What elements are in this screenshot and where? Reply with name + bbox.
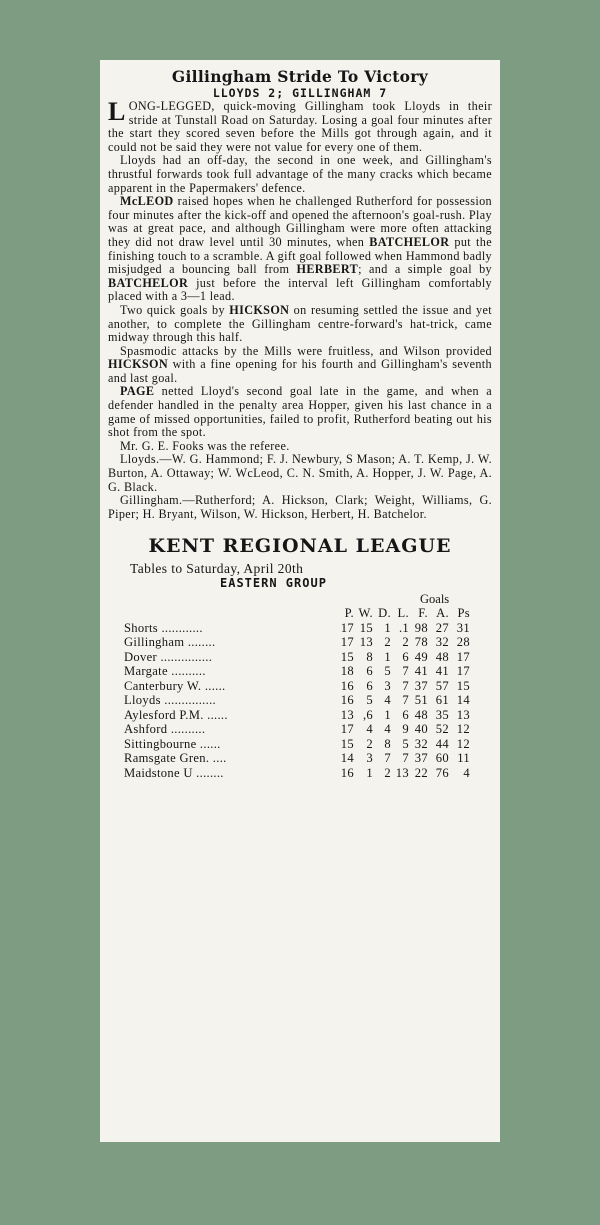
points-cell: 28 bbox=[456, 635, 470, 650]
team-cell bbox=[124, 650, 330, 665]
scorer-name: BATCHELOR bbox=[108, 275, 189, 290]
points-cell: 11 bbox=[457, 751, 470, 766]
drawn-cell: 7 bbox=[384, 751, 391, 766]
for-cell: 98 bbox=[414, 620, 428, 635]
article-paragraph-2: Lloyds had an off-day, the second in one week, and Gillingham's thrustful forwards took full advantage of the many cracks which became apparent in the Papermakers' defence. bbox=[108, 153, 492, 195]
lost-cell: 2 bbox=[402, 635, 409, 650]
against-cell: 76 bbox=[435, 765, 449, 780]
col-header-played: P. bbox=[344, 606, 354, 621]
paragraph-text: Spasmodic attacks by the Mills were fruitless, and Wilson provided bbox=[120, 343, 492, 358]
won-cell: 13 bbox=[359, 635, 373, 650]
paragraph-text: raised hopes when he challenged Rutherford for possession four minutes after the kick-off and opened the afternoon's goal-rush. Play was at great pace, and although Gillingham were more often attacking they did not draw level until 30 minutes, when bbox=[108, 194, 492, 249]
won-cell: 15 bbox=[359, 620, 373, 635]
tables-date: Tables to Saturday, April 20th bbox=[130, 561, 304, 577]
leader-dots: ........ bbox=[187, 635, 216, 650]
col-header-points: Ps bbox=[457, 606, 470, 621]
table-header-row bbox=[124, 606, 470, 621]
paragraph-text: with a fine opening for his fourth and Gillingham's seventh and last goal. bbox=[108, 357, 492, 385]
lost-cell: 13 bbox=[395, 765, 409, 780]
played-cell: 16 bbox=[340, 678, 354, 693]
against-cell: 41 bbox=[435, 664, 449, 679]
scorer-name: HERBERT bbox=[296, 262, 359, 277]
scorer-name: McLEOD bbox=[120, 194, 174, 209]
drawn-cell: 1 bbox=[384, 620, 391, 635]
col-header-drawn: D. bbox=[378, 606, 391, 621]
paragraph-text: ONG-LEGGED, quick-moving Gillingham took Lloyds in their stride at Tunstall Road on Saturday. Losing a goal four minutes after the start they scored seven before the Mills got through again, and it could not be said they were not value for every one of them. bbox=[108, 99, 492, 154]
team-cell bbox=[124, 679, 330, 694]
table-row bbox=[124, 751, 470, 766]
lloyds-lineup: Lloyds.—W. G. Hammond; F. J. Newbury, S Mason; A. T. Kemp, J. W. Burton, A. Ottaway; W. WcLeod, C. N. Smith, A. Hopper, J. W. Page, A. G. Black. bbox=[108, 452, 492, 494]
against-cell: 44 bbox=[435, 736, 449, 751]
won-cell: 4 bbox=[366, 722, 373, 737]
points-cell: 13 bbox=[456, 707, 470, 722]
leader-dots: .... bbox=[212, 751, 227, 766]
newspaper-clipping bbox=[100, 60, 500, 1142]
team-cell bbox=[124, 621, 330, 636]
points-cell: 17 bbox=[456, 649, 470, 664]
goals-header: Goals bbox=[420, 592, 450, 607]
article-referee: Mr. G. E. Fooks was the referee. bbox=[120, 438, 290, 453]
table-row bbox=[124, 693, 470, 708]
team-cell bbox=[124, 737, 330, 752]
played-cell: 13 bbox=[340, 707, 354, 722]
team-cell bbox=[124, 722, 330, 737]
won-cell: 1 bbox=[366, 765, 373, 780]
drop-cap: L bbox=[108, 97, 126, 126]
for-cell: 40 bbox=[414, 722, 428, 737]
for-cell: 78 bbox=[414, 635, 428, 650]
article-headline: Gillingham Stride To Victory bbox=[171, 67, 429, 86]
table-row bbox=[124, 664, 470, 679]
against-cell: 60 bbox=[435, 751, 449, 766]
played-cell: 17 bbox=[340, 722, 354, 737]
article-paragraph-4 bbox=[108, 304, 492, 345]
for-cell: 51 bbox=[414, 693, 428, 708]
against-cell: 52 bbox=[435, 722, 449, 737]
lost-cell: 5 bbox=[402, 736, 409, 751]
played-cell: 15 bbox=[340, 736, 354, 751]
team-cell bbox=[124, 664, 330, 679]
league-table bbox=[124, 606, 470, 780]
table-body bbox=[124, 621, 470, 781]
table-row bbox=[124, 621, 470, 636]
paragraph-text: just before the interval left Gillingham comfortably placed with a 3—1 lead. bbox=[108, 275, 492, 304]
played-cell: 16 bbox=[340, 693, 354, 708]
team-cell bbox=[124, 708, 330, 723]
for-cell: 37 bbox=[414, 751, 428, 766]
won-cell: ,6 bbox=[362, 707, 373, 722]
points-cell: 4 bbox=[463, 765, 470, 780]
table-row bbox=[124, 708, 470, 723]
team-name: Sittingbourne bbox=[124, 736, 197, 751]
lost-cell: 7 bbox=[402, 751, 409, 766]
drawn-cell: 5 bbox=[384, 664, 391, 679]
drawn-cell: 4 bbox=[384, 693, 391, 708]
points-cell: 15 bbox=[456, 678, 470, 693]
team-name: Dover bbox=[124, 649, 157, 664]
played-cell: 17 bbox=[340, 635, 354, 650]
won-cell: 5 bbox=[366, 693, 373, 708]
against-cell: 27 bbox=[435, 620, 449, 635]
col-header-lost: L. bbox=[397, 606, 409, 621]
points-cell: 14 bbox=[456, 693, 470, 708]
paragraph-text: ; and a simple goal by bbox=[358, 262, 492, 277]
article-paragraph-5 bbox=[108, 345, 492, 386]
won-cell: 6 bbox=[366, 678, 373, 693]
group-title: EASTERN GROUP bbox=[220, 576, 327, 591]
paragraph-text: on resuming settled the issue and yet another, to complete the Gillingham centre-forward's hat-trick, came midway through this half. bbox=[108, 302, 492, 345]
paragraph-text: netted Lloyd's second goal late in the game, and when a defender handled in the penalty area Hopper, given his last chance in a game of missed opportunities, failed to profit, Rutherford beating out his shot from the spot. bbox=[108, 384, 492, 440]
scorer-name: PAGE bbox=[120, 384, 155, 399]
team-name: Ramsgate Gren. bbox=[124, 751, 210, 766]
lost-cell: 7 bbox=[402, 693, 409, 708]
article-subhead: LLOYDS 2; GILLINGHAM 7 bbox=[212, 86, 388, 100]
league-title: KENT REGIONAL LEAGUE bbox=[148, 535, 452, 558]
points-cell: 31 bbox=[456, 620, 470, 635]
lost-cell: 6 bbox=[402, 707, 409, 722]
for-cell: 37 bbox=[414, 678, 428, 693]
points-cell: 12 bbox=[456, 722, 470, 737]
against-cell: 61 bbox=[435, 693, 449, 708]
team-name: Gillingham bbox=[124, 635, 185, 650]
table-row bbox=[124, 650, 470, 665]
table-row bbox=[124, 737, 470, 752]
team-name: Shorts bbox=[124, 620, 158, 635]
drawn-cell: 1 bbox=[384, 649, 391, 664]
scorer-name: HICKSON bbox=[108, 357, 169, 372]
team-cell bbox=[124, 635, 330, 650]
lost-cell: 7 bbox=[402, 678, 409, 693]
leader-dots: .......... bbox=[171, 664, 206, 679]
drawn-cell: 3 bbox=[384, 678, 391, 693]
drawn-cell: 2 bbox=[384, 765, 391, 780]
table-row bbox=[124, 766, 470, 781]
team-cell bbox=[124, 693, 330, 708]
scorer-name: HICKSON bbox=[229, 302, 290, 317]
article-paragraph-1 bbox=[108, 97, 492, 154]
for-cell: 22 bbox=[414, 765, 428, 780]
team-header bbox=[124, 606, 330, 621]
for-cell: 32 bbox=[414, 736, 428, 751]
won-cell: 3 bbox=[366, 751, 373, 766]
leader-dots: ............ bbox=[161, 620, 203, 635]
won-cell: 6 bbox=[366, 664, 373, 679]
col-header-for: F. bbox=[418, 606, 428, 621]
drawn-cell: 8 bbox=[384, 736, 391, 751]
team-name: Margate bbox=[124, 664, 168, 679]
played-cell: 18 bbox=[340, 664, 354, 679]
table-row bbox=[124, 679, 470, 694]
lost-cell: .1 bbox=[398, 620, 409, 635]
table-row bbox=[124, 722, 470, 737]
gillingham-lineup: Gillingham.—Rutherford; A. Hickson, Clark; Weight, Williams, G. Piper; H. Bryant, Wilson, W. Hickson, Herbert, H. Batchelor. bbox=[108, 493, 492, 521]
leader-dots: .......... bbox=[170, 722, 206, 737]
against-cell: 32 bbox=[435, 635, 449, 650]
played-cell: 14 bbox=[340, 751, 354, 766]
team-name: Maidstone U bbox=[124, 765, 193, 780]
team-name: Lloyds bbox=[124, 693, 161, 708]
paragraph-text: Two quick goals by bbox=[120, 302, 230, 317]
team-name: Ashford bbox=[124, 722, 168, 737]
drawn-cell: 1 bbox=[384, 707, 391, 722]
won-cell: 8 bbox=[366, 649, 373, 664]
team-name: Canterbury W. bbox=[124, 678, 202, 693]
drawn-cell: 4 bbox=[384, 722, 391, 737]
leader-dots: ............... bbox=[160, 649, 213, 664]
team-cell bbox=[124, 766, 330, 781]
col-header-against: A. bbox=[436, 606, 449, 621]
won-cell: 2 bbox=[366, 736, 373, 751]
col-header-won: W. bbox=[358, 606, 373, 621]
article-paragraph-3 bbox=[108, 195, 492, 304]
leader-dots: ...... bbox=[199, 736, 221, 751]
points-cell: 17 bbox=[456, 664, 470, 679]
drawn-cell: 2 bbox=[384, 635, 391, 650]
lost-cell: 9 bbox=[402, 722, 409, 737]
played-cell: 15 bbox=[340, 649, 354, 664]
lost-cell: 7 bbox=[402, 664, 409, 679]
scorer-name: BATCHELOR bbox=[369, 234, 450, 249]
for-cell: 49 bbox=[414, 649, 428, 664]
leader-dots: ...... bbox=[204, 678, 226, 693]
lost-cell: 6 bbox=[402, 649, 409, 664]
article-paragraph-6 bbox=[108, 385, 492, 439]
against-cell: 48 bbox=[435, 649, 449, 664]
team-cell bbox=[124, 751, 330, 766]
leader-dots: ........ bbox=[196, 765, 224, 780]
points-cell: 12 bbox=[456, 736, 470, 751]
for-cell: 48 bbox=[414, 707, 428, 722]
leader-dots: ...... bbox=[207, 707, 228, 722]
team-name: Aylesford P.M. bbox=[124, 707, 204, 722]
against-cell: 35 bbox=[435, 707, 449, 722]
against-cell: 57 bbox=[435, 678, 449, 693]
leader-dots: ............... bbox=[164, 693, 216, 708]
paragraph-text: put the finishing touch to a scramble. A gift goal followed when Hammond badly misjudged a bouncing ball from bbox=[108, 234, 492, 277]
for-cell: 41 bbox=[414, 664, 428, 679]
table-row bbox=[124, 635, 470, 650]
played-cell: 16 bbox=[340, 765, 354, 780]
played-cell: 17 bbox=[340, 620, 354, 635]
